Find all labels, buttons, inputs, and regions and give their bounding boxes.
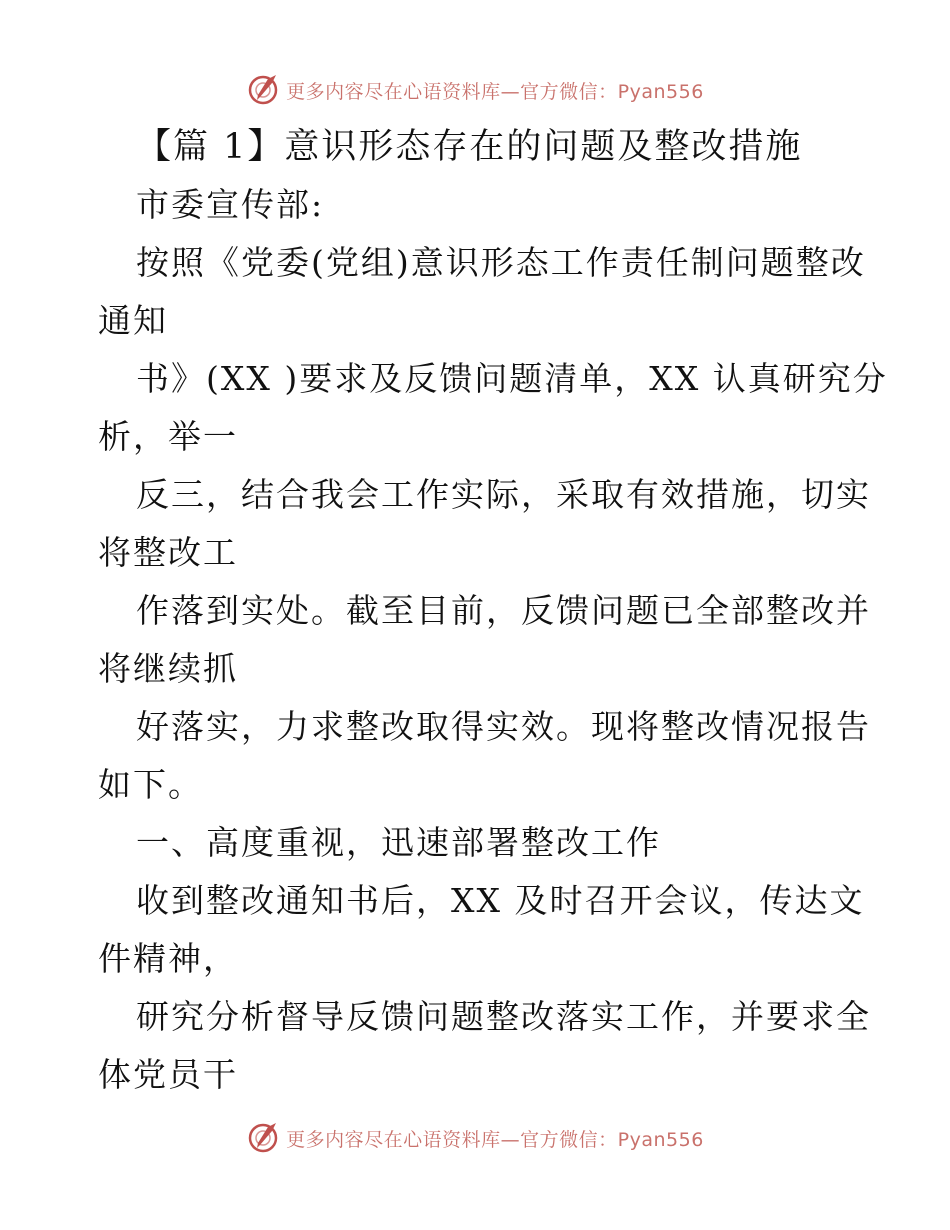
pen-logo-icon [246,1121,280,1155]
text-line: 一、高度重视，迅速部署整改工作 [136,823,661,862]
footer-watermark-banner [0,1118,950,1158]
text-line: 如下。 [98,765,203,804]
text-line: 将继续抓 [98,649,238,688]
text-line: 按照《党委(党组)意识形态工作责任制问题整改 [136,243,866,282]
text-line: 反三，结合我会工作实际，采取有效措施，切实 [136,475,871,514]
text-line: 体党员干 [98,1055,238,1094]
text-line: 书》(XX )要求及反馈问题清单，XX 认真研究分 [136,359,888,398]
document-body [98,118,888,1104]
text-line: 通知 [98,301,168,340]
text-line: 件精神， [98,939,238,978]
footer-watermark-text: 更多内容尽在心语资料库—官方微信：Pyan556 [286,1128,704,1151]
text-line: 市委宣传部: [136,185,325,224]
header-watermark-text: 更多内容尽在心语资料库—官方微信：Pyan556 [286,80,704,103]
text-line: 析，举一 [98,417,238,456]
text-line: 好落实，力求整改取得实效。现将整改情况报告 [136,707,871,746]
text-line: 作落到实处。截至目前，反馈问题已全部整改并 [136,591,871,630]
document-title: 【篇 1】意识形态存在的问题及整改措施 [136,127,803,167]
text-line: 收到整改通知书后，XX 及时召开会议，传达文 [136,881,865,920]
header-watermark-banner [0,70,950,110]
pen-logo-icon [246,73,280,107]
text-line: 将整改工 [98,533,238,572]
text-line: 研究分析督导反馈问题整改落实工作，并要求全 [136,997,871,1036]
